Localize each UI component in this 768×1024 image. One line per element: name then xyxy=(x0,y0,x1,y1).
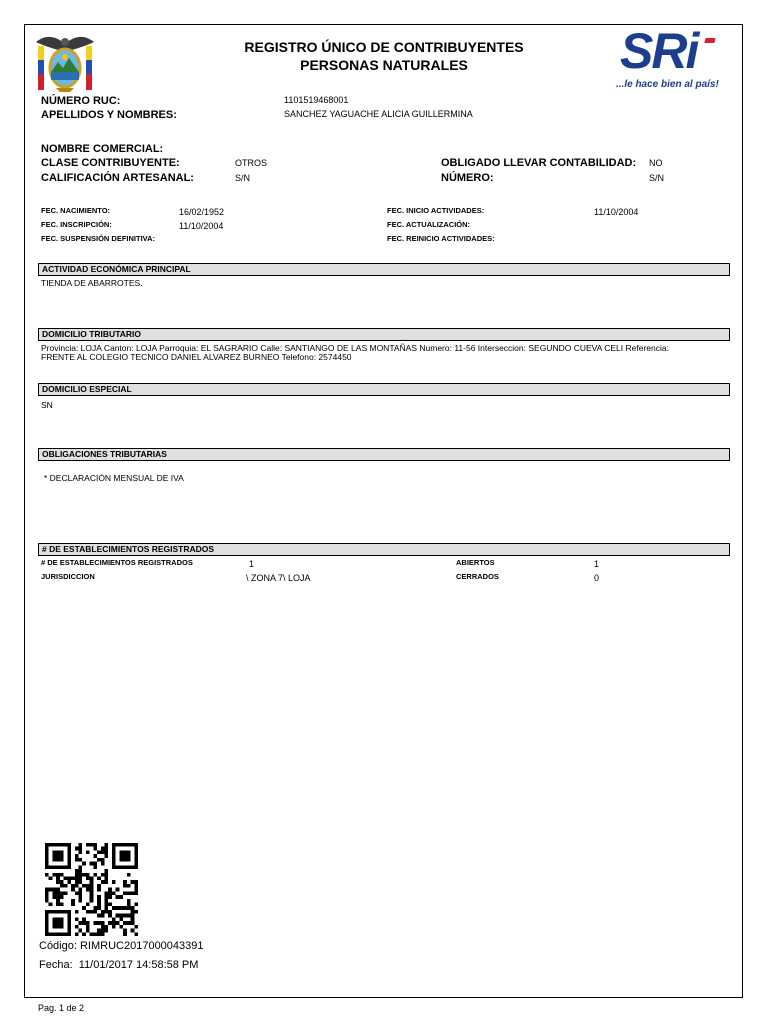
accounting-value: NO xyxy=(649,158,663,168)
section-header-obligations: OBLIGACIONES TRIBUTARIAS xyxy=(38,448,730,461)
taxpayer-class-label: CLASE CONTRIBUYENTE: xyxy=(41,157,180,169)
closed-establishments-value: 0 xyxy=(594,573,600,583)
number-label: NÚMERO: xyxy=(441,172,494,184)
section-header-activity: ACTIVIDAD ECONÓMICA PRINCIPAL xyxy=(38,263,730,276)
artisan-label: CALIFICACIÓN ARTESANAL: xyxy=(41,172,194,184)
names-label: APELLIDOS Y NOMBRES: xyxy=(41,109,177,121)
section-header-special-domicile: DOMICILIO ESPECIAL xyxy=(38,383,730,396)
number-value: S/N xyxy=(649,173,665,183)
commercial-name-label: NOMBRE COMERCIAL: xyxy=(41,143,164,155)
establishments-registered-label: # DE ESTABLECIMIENTOS REGISTRADOS xyxy=(41,558,193,567)
activity-text: TIENDA DE ABARROTES. xyxy=(41,278,143,288)
open-establishments-value: 1 xyxy=(594,559,600,569)
jurisdiction-value: \ ZONA 7\ LOJA xyxy=(246,573,311,583)
section-header-domicile: DOMICILIO TRIBUTARIO xyxy=(38,328,730,341)
page-number: Pag. 1 de 2 xyxy=(38,1003,85,1013)
ruc-value: 1101519468001 xyxy=(284,95,349,105)
qr-code-icon xyxy=(45,843,138,936)
start-date-label: FEC. INICIO ACTIVIDADES: xyxy=(387,206,485,215)
artisan-value: S/N xyxy=(235,173,251,183)
obligations-text: * DECLARACIÓN MENSUAL DE IVA xyxy=(44,473,184,483)
birth-date-label: FEC. NACIMIENTO: xyxy=(41,206,111,215)
taxpayer-class-value: OTROS xyxy=(235,158,268,168)
date-value: 11/01/2017 14:58:58 PM xyxy=(78,959,199,971)
document-title-line1: REGISTRO ÚNICO DE CONTRIBUYENTES xyxy=(244,39,524,55)
special-domicile-text: SN xyxy=(41,400,53,410)
names-value: SANCHEZ YAGUACHE ALICIA GUILLERMINA xyxy=(284,109,473,119)
date-label: Fecha: xyxy=(39,959,73,971)
document-title-line2: PERSONAS NATURALES xyxy=(300,57,468,73)
update-date-label: FEC. ACTUALIZACIÓN: xyxy=(387,220,471,229)
sri-logo: SRi xyxy=(620,23,698,79)
code-line xyxy=(39,940,204,952)
suspension-date-label: FEC. SUSPENSIÓN DEFINITIVA: xyxy=(41,234,156,243)
domicile-line1: Provincia: LOJA Canton: LOJA Parroquia: EL SAGRARIO Calle: SANTIANGO DE LAS MONTAÑAS Numero: 11-56 Interseccion: SEGUNDO CUEVA CELI Referencia: xyxy=(41,343,669,353)
domicile-line2: FRENTE AL COLEGIO TECNICO DANIEL ALVAREZ BURNEO Telefono: 2574450 xyxy=(41,352,352,362)
birth-date-value: 16/02/1952 xyxy=(179,207,225,217)
code-label: Código: xyxy=(39,940,77,952)
inscription-date-value: 11/10/2004 xyxy=(179,221,224,231)
inscription-date-label: FEC. INSCRIPCIÓN: xyxy=(41,220,112,229)
start-date-value: 11/10/2004 xyxy=(594,207,639,217)
sri-slogan: ...le hace bien al país! xyxy=(616,79,719,90)
jurisdiction-label: JURISDICCION xyxy=(41,572,95,581)
establishments-registered-value: 1 xyxy=(249,559,255,569)
accounting-label: OBLIGADO LLEVAR CONTABILIDAD: xyxy=(441,157,637,169)
closed-establishments-label: CERRADOS xyxy=(456,572,499,581)
open-establishments-label: ABIERTOS xyxy=(456,558,495,567)
code-value: RIMRUC2017000043391 xyxy=(79,940,204,952)
sri-logo-accent xyxy=(704,38,715,43)
ruc-label: NÚMERO RUC: xyxy=(41,95,121,107)
restart-date-label: FEC. REINICIO ACTIVIDADES: xyxy=(387,234,495,243)
date-line xyxy=(39,959,198,971)
section-header-establishments: # DE ESTABLECIMIENTOS REGISTRADOS xyxy=(38,543,730,556)
